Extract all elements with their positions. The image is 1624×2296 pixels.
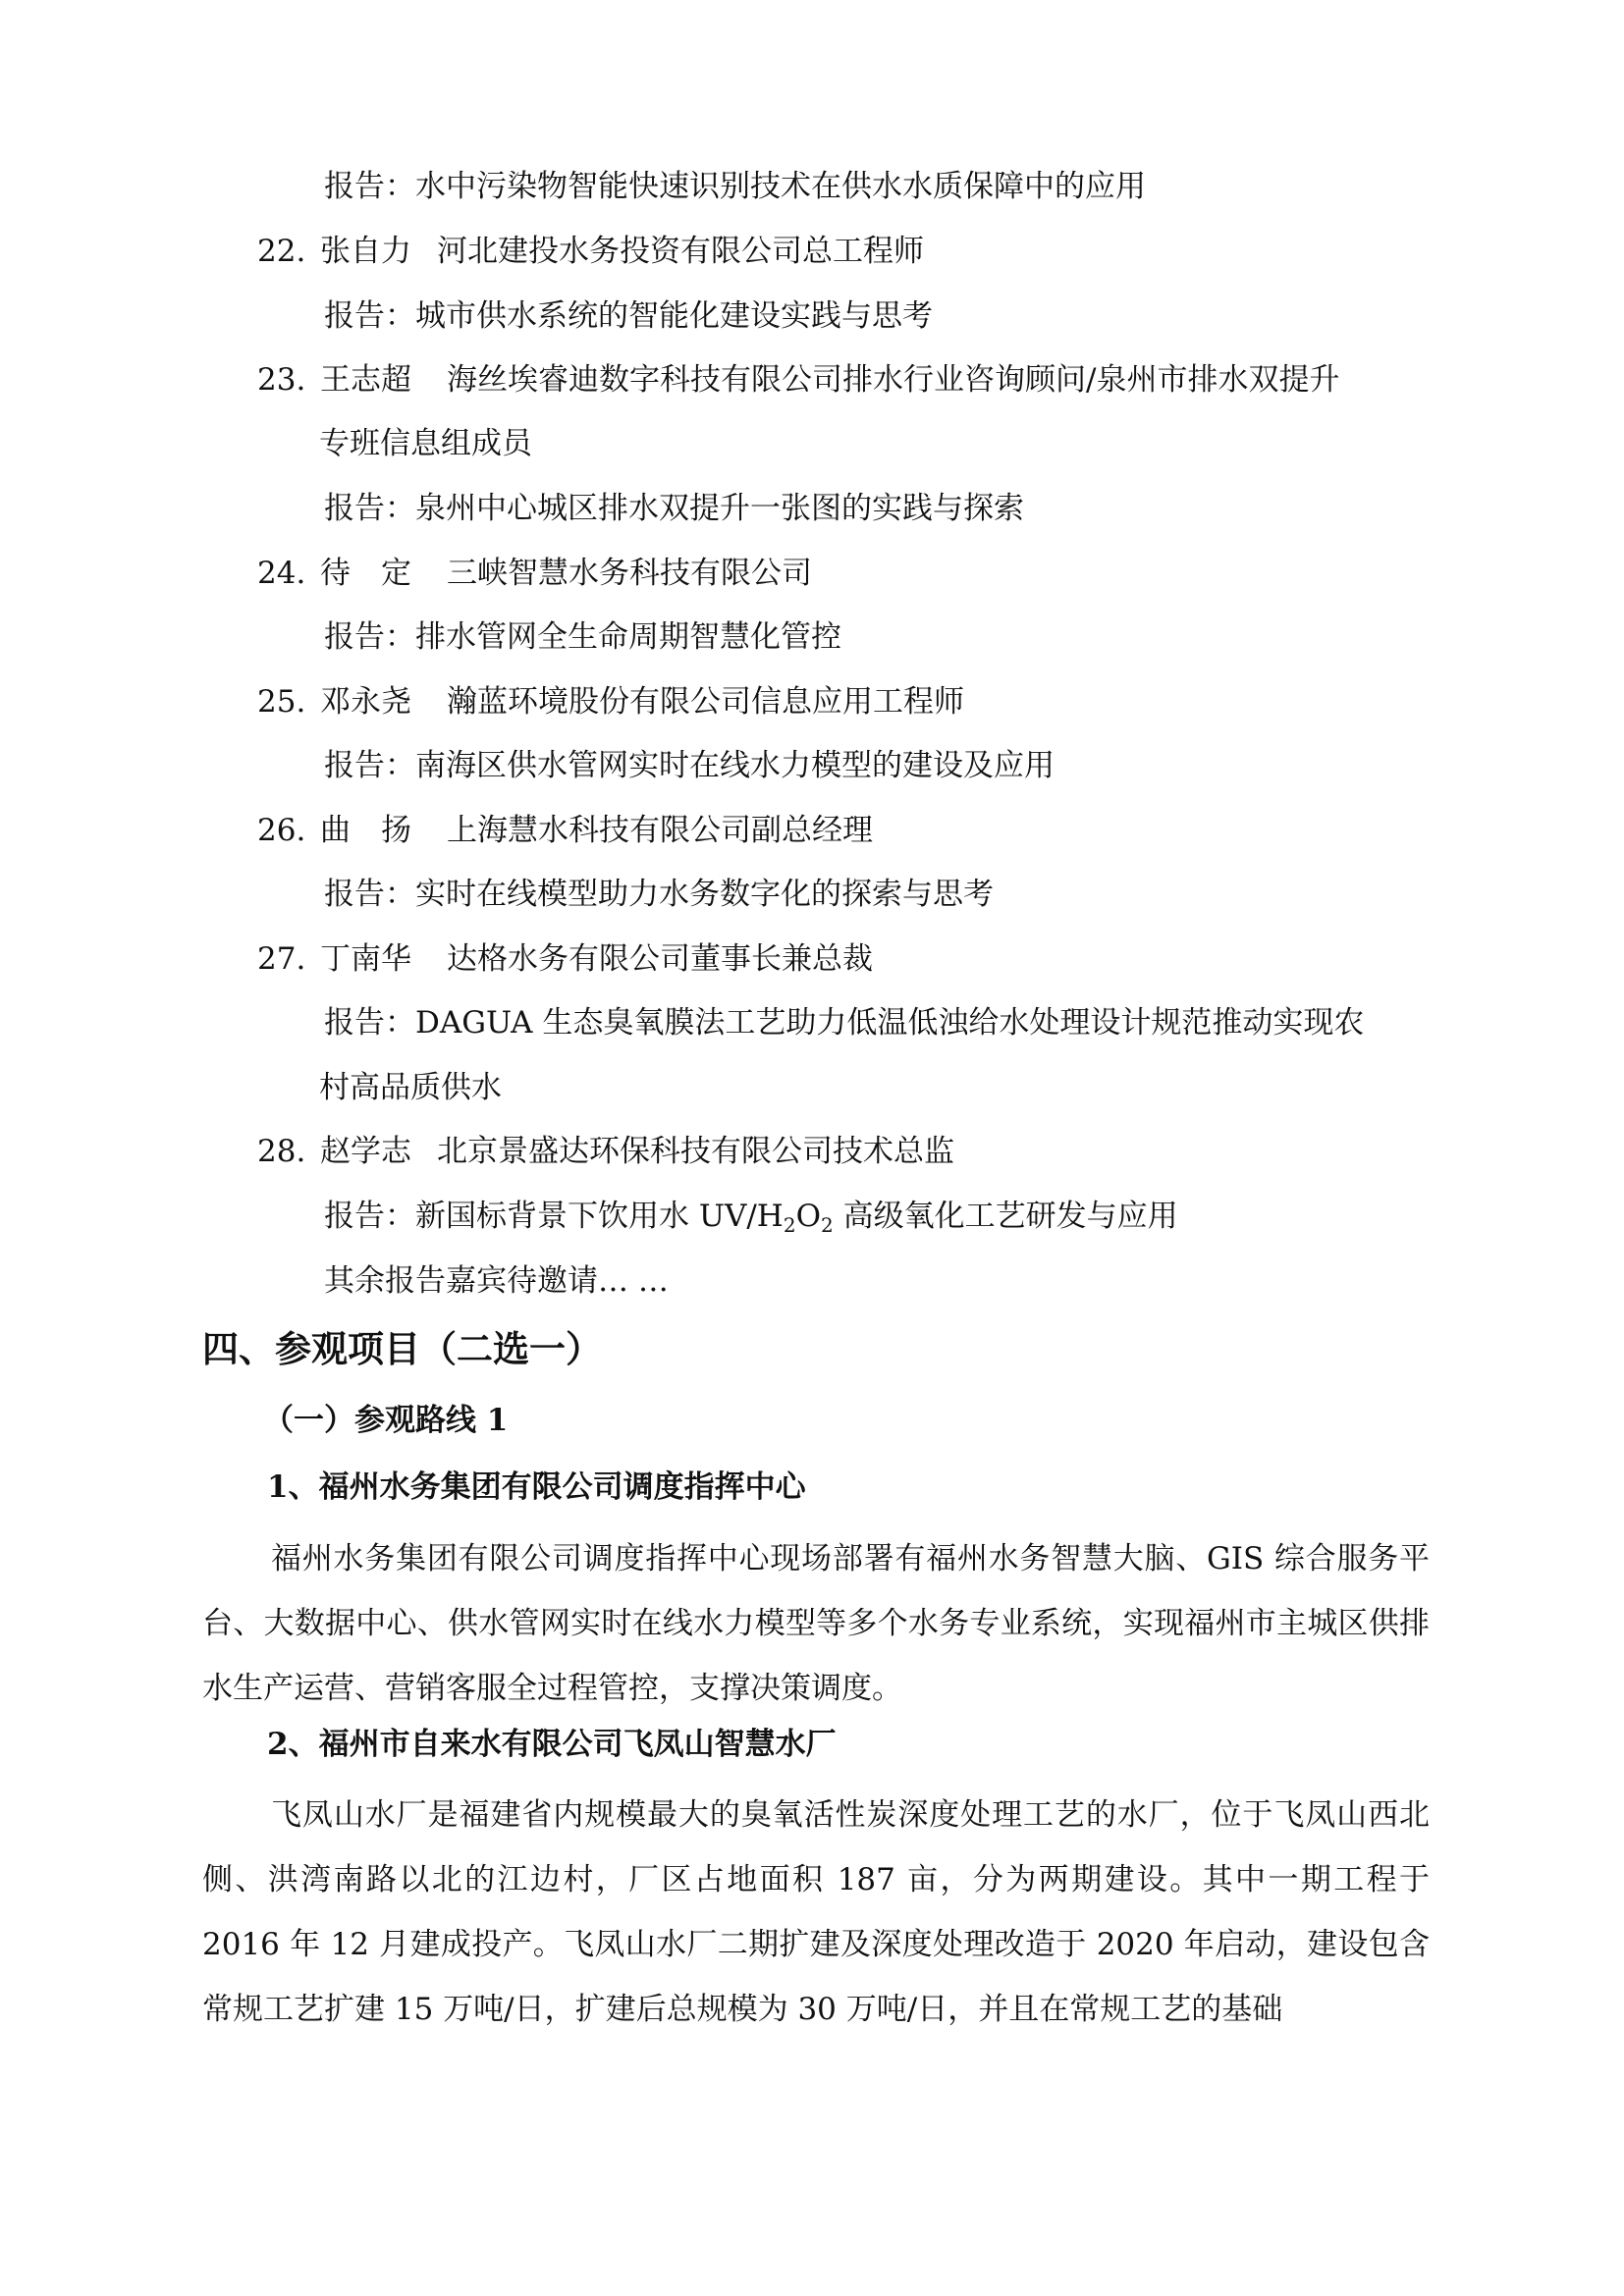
subscript: 2 bbox=[783, 1213, 796, 1237]
report-text: 高级氧化工艺研发与应用 bbox=[833, 1199, 1178, 1234]
report-27-continued: 村高品质供水 bbox=[319, 1070, 502, 1105]
speaker-org: 北京景盛达环保科技有限公司技术总监 bbox=[437, 1134, 954, 1169]
speaker-number: 24. bbox=[257, 556, 306, 591]
route-heading: （一）参观路线 1 bbox=[263, 1403, 509, 1438]
report-21: 报告：水中污染物智能快速识别技术在供水水质保障中的应用 bbox=[324, 169, 1146, 204]
speaker-name: 赵学志 bbox=[320, 1134, 411, 1169]
report-text: 报告：新国标背景下饮用水 UV/H bbox=[324, 1199, 784, 1234]
report-27: 报告：DAGUA 生态臭氧膜法工艺助力低温低浊给水处理设计规范推动实现农 bbox=[324, 1005, 1365, 1041]
speaker-org: 瀚蓝环境股份有限公司信息应用工程师 bbox=[447, 684, 964, 720]
item-heading: 2、福州市自来水有限公司飞凤山智慧水厂 bbox=[267, 1727, 837, 1762]
item-heading: 1、福州水务集团有限公司调度指挥中心 bbox=[267, 1469, 806, 1505]
speaker-name: 待 定 bbox=[320, 556, 411, 591]
speaker-number: 28. bbox=[257, 1134, 306, 1169]
speaker-number: 23. bbox=[257, 362, 306, 398]
speaker-name: 曲 扬 bbox=[320, 813, 411, 848]
section-heading: 四、参观项目（二选一） bbox=[202, 1327, 602, 1370]
item-paragraph: 飞凤山水厂是福建省内规模最大的臭氧活性炭深度处理工艺的水厂，位于飞凤山西北侧、洪湾南路以北的江边村，厂区占地面积 187 亩，分为两期建设。其中一期工程于 2016 年 12 月建成投产。飞凤山水厂二期扩建及深度处理改造于 2020 年启动，建设包含常规工艺扩建 15 万吨/日，扩建后总规模为 30 万吨/日，并且在常规工艺的基础 bbox=[202, 1797, 1430, 2027]
speaker-name: 王志超 bbox=[320, 362, 411, 398]
speaker-org: 达格水务有限公司董事长兼总裁 bbox=[447, 941, 873, 977]
speaker-org-continued: 专班信息组成员 bbox=[319, 426, 532, 461]
report-26: 报告：实时在线模型助力水务数字化的探索与思考 bbox=[324, 877, 994, 912]
speaker-org: 三峡智慧水务科技有限公司 bbox=[447, 556, 812, 591]
report-23: 报告：泉州中心城区排水双提升一张图的实践与探索 bbox=[324, 491, 1024, 526]
report-text: O bbox=[795, 1199, 822, 1234]
speaker-name: 张自力 bbox=[320, 234, 411, 269]
report-24: 报告：排水管网全生命周期智慧化管控 bbox=[324, 619, 841, 655]
speaker-name: 邓永尧 bbox=[320, 684, 411, 720]
other-speakers-note: 其余报告嘉宾待邀请… … bbox=[324, 1263, 669, 1299]
speaker-name: 丁南华 bbox=[320, 941, 411, 977]
speaker-number: 27. bbox=[257, 941, 306, 977]
report-28 bbox=[324, 1197, 1178, 1236]
report-25: 报告：南海区供水管网实时在线水力模型的建设及应用 bbox=[324, 748, 1055, 783]
speaker-number: 26. bbox=[257, 813, 306, 848]
report-22: 报告：城市供水系统的智能化建设实践与思考 bbox=[324, 298, 933, 334]
subscript: 2 bbox=[821, 1213, 834, 1237]
speaker-number: 25. bbox=[257, 684, 306, 720]
speaker-org: 海丝埃睿迪数字科技有限公司排水行业咨询顾问/泉州市排水双提升 bbox=[447, 362, 1340, 398]
item-paragraph: 福州水务集团有限公司调度指挥中心现场部署有福州水务智慧大脑、GIS 综合服务平台、大数据中心、供水管网实时在线水力模型等多个水务专业系统，实现福州市主城区供排水生产运营、营销客服全过程管控，支撑决策调度。 bbox=[202, 1541, 1430, 1706]
speaker-number: 22. bbox=[257, 234, 306, 269]
speaker-org: 河北建投水务投资有限公司总工程师 bbox=[437, 234, 924, 269]
speaker-org: 上海慧水科技有限公司副总经理 bbox=[447, 813, 873, 848]
